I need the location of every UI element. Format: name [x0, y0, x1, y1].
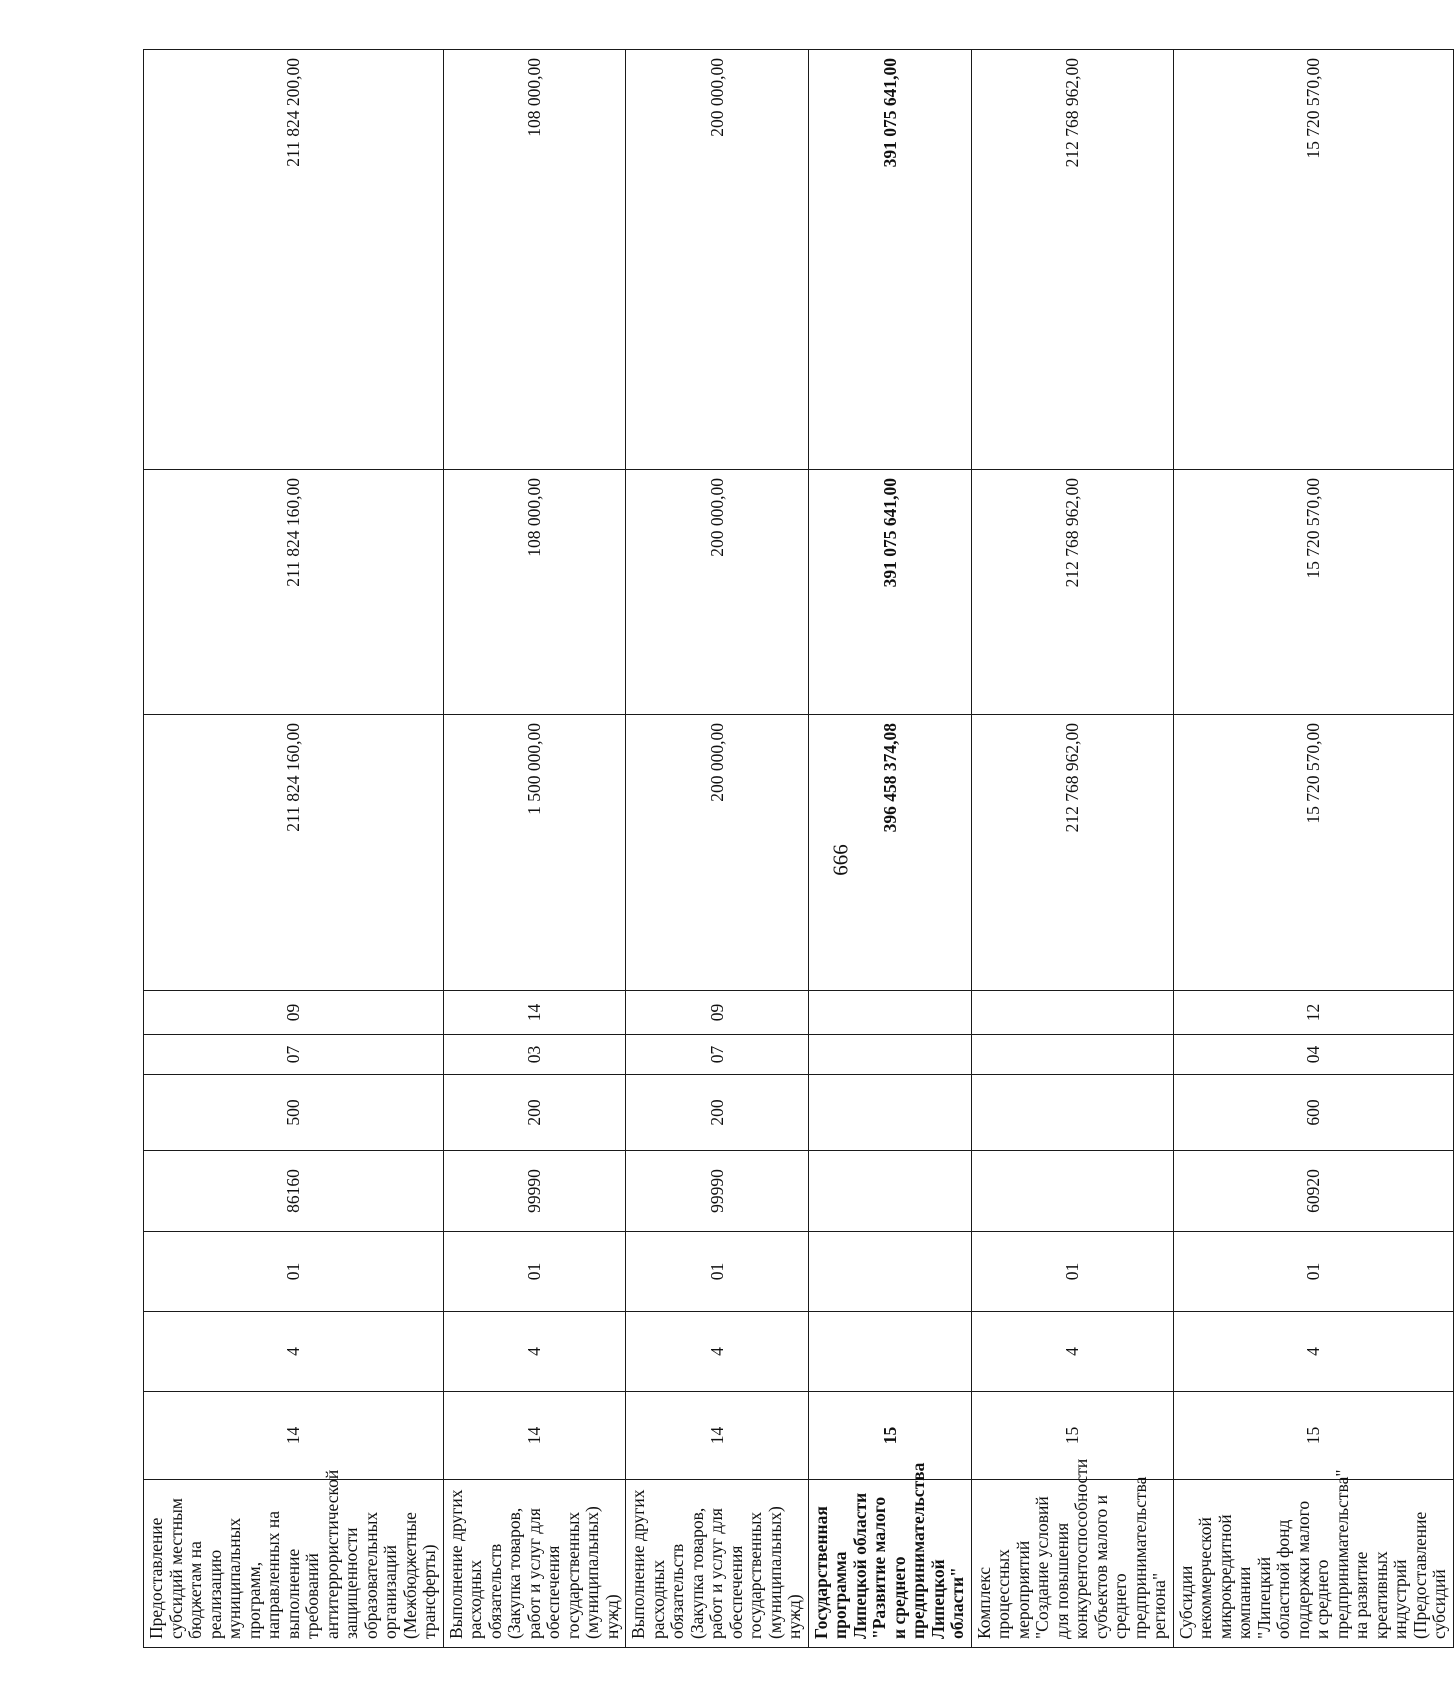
cell-om: 01 [626, 1232, 809, 1312]
rotated-table-wrapper [143, 50, 1449, 1648]
cell-description: Выполнение других расходных обязательств (Закупка товаров, работ и услуг для обеспечения государственных (муниципальных) нужд) [443, 1480, 626, 1648]
cell-gp: 14 [626, 1392, 809, 1480]
cell-sum-1: 1 500 000,00 [443, 715, 626, 991]
cell-rz [971, 1035, 1173, 1075]
table-row [971, 50, 1173, 1648]
cell-vr: 600 [1173, 1075, 1453, 1151]
cell-direction: 60920 [1173, 1151, 1453, 1232]
cell-gp: 14 [144, 1392, 444, 1480]
table-row [1173, 50, 1453, 1648]
table-row [144, 50, 444, 1648]
cell-rz: 03 [443, 1035, 626, 1075]
cell-sum-3: 212 768 962,00 [971, 50, 1173, 470]
cell-pp: 4 [443, 1312, 626, 1392]
cell-om: 01 [971, 1232, 1173, 1312]
cell-description: Комплекс процессных мероприятий "Создание условий для повышения конкурентоспособности субъектов малого и среднего предпринимательства региона" [971, 1480, 1173, 1648]
cell-pr [808, 991, 971, 1035]
cell-pp [808, 1312, 971, 1392]
cell-sum-3: 200 000,00 [626, 50, 809, 470]
table-row [443, 50, 626, 1648]
cell-gp: 15 [971, 1392, 1173, 1480]
cell-rz: 07 [626, 1035, 809, 1075]
cell-pp: 4 [626, 1312, 809, 1392]
cell-rz: 04 [1173, 1035, 1453, 1075]
cell-sum-1: 212 768 962,00 [971, 715, 1173, 991]
cell-rz [808, 1035, 971, 1075]
cell-pr: 09 [626, 991, 809, 1035]
cell-direction: 99990 [443, 1151, 626, 1232]
cell-vr: 500 [144, 1075, 444, 1151]
cell-pp: 4 [144, 1312, 444, 1392]
cell-sum-2: 211 824 160,00 [144, 470, 444, 715]
cell-sum-2: 391 075 641,00 [808, 470, 971, 715]
cell-description: Выполнение других расходных обязательств (Закупка товаров, работ и услуг для обеспечения государственных (муниципальных) нужд) [626, 1480, 809, 1648]
cell-gp: 15 [808, 1392, 971, 1480]
cell-pp: 4 [1173, 1312, 1453, 1392]
cell-direction: 86160 [144, 1151, 444, 1232]
table-row [626, 50, 809, 1648]
cell-description: Государственная программа Липецкой области "Развитие малого и среднего предпринимательства Липецкой области" [808, 1480, 971, 1648]
cell-sum-2: 15 720 570,00 [1173, 470, 1453, 715]
cell-vr: 200 [626, 1075, 809, 1151]
cell-direction: 99990 [626, 1151, 809, 1232]
cell-sum-3: 15 720 570,00 [1173, 50, 1453, 470]
cell-om: 01 [443, 1232, 626, 1312]
cell-pr: 14 [443, 991, 626, 1035]
cell-direction [808, 1151, 971, 1232]
cell-sum-1: 200 000,00 [626, 715, 809, 991]
cell-sum-2: 200 000,00 [626, 470, 809, 715]
cell-direction [971, 1151, 1173, 1232]
cell-sum-1: 396 458 374,08 [808, 715, 971, 991]
table-body [144, 50, 1454, 1648]
page-number: 666 [828, 844, 853, 876]
cell-pp: 4 [971, 1312, 1173, 1392]
cell-sum-1: 211 824 160,00 [144, 715, 444, 991]
cell-om: 01 [1173, 1232, 1453, 1312]
cell-gp: 14 [443, 1392, 626, 1480]
cell-sum-3: 211 824 200,00 [144, 50, 444, 470]
cell-gp: 15 [1173, 1392, 1453, 1480]
cell-vr [971, 1075, 1173, 1151]
cell-rz: 07 [144, 1035, 444, 1075]
cell-sum-3: 108 000,00 [443, 50, 626, 470]
cell-sum-2: 212 768 962,00 [971, 470, 1173, 715]
cell-vr: 200 [443, 1075, 626, 1151]
cell-pr [971, 991, 1173, 1035]
cell-pr: 09 [144, 991, 444, 1035]
cell-vr [808, 1075, 971, 1151]
table-row [808, 50, 971, 1648]
cell-om: 01 [144, 1232, 444, 1312]
budget-table [143, 49, 1454, 1648]
cell-pr: 12 [1173, 991, 1453, 1035]
cell-om [808, 1232, 971, 1312]
cell-description: Субсидии некоммерческой микрокредитной компании "Липецкий областной фонд поддержки малого и среднего предпринимательства" на развитие креативных индустрий (Предоставление субсидий [1173, 1480, 1453, 1648]
cell-sum-2: 108 000,00 [443, 470, 626, 715]
cell-sum-1: 15 720 570,00 [1173, 715, 1453, 991]
cell-sum-3: 391 075 641,00 [808, 50, 971, 470]
cell-description: Предоставление субсидий местным бюджетам на реализацию муниципальных программ, направленных на выполнение требований антитеррористической защищенности образовательных организаций (Межбюджетные трансферты) [144, 1480, 444, 1648]
